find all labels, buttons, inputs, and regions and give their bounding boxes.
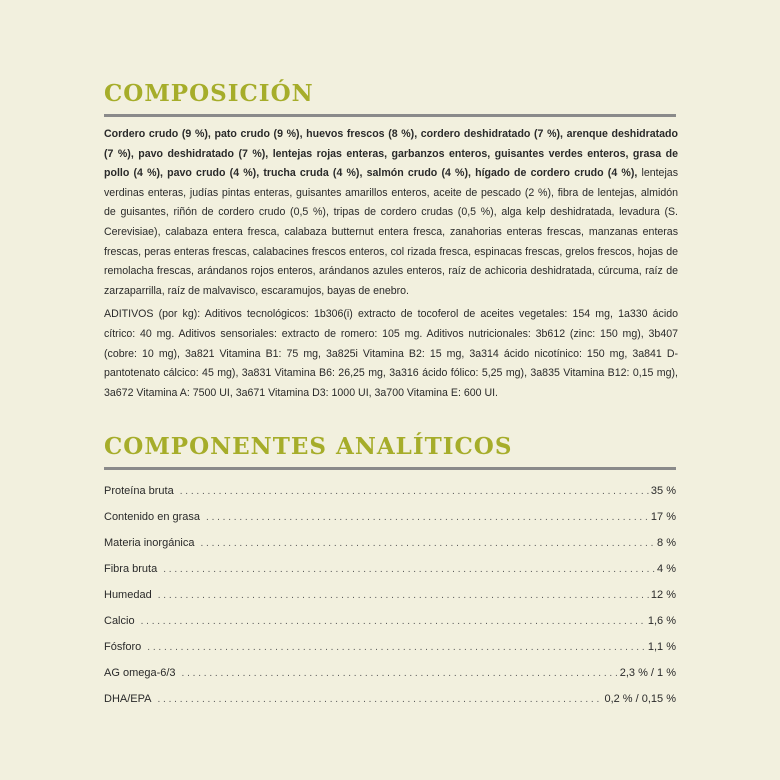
analytic-value: 1,1 %: [647, 641, 676, 654]
analytic-row: [104, 504, 676, 530]
composicion-title: COMPOSICIÓN: [104, 80, 314, 107]
analytic-row: [104, 530, 676, 556]
analytic-value: 8 %: [657, 537, 676, 550]
analytic-label: Fibra bruta: [104, 563, 158, 576]
composicion-section: [104, 0, 676, 403]
analytic-row: [104, 478, 676, 504]
analytic-value: 17 %: [650, 511, 676, 524]
leader-dots: [163, 557, 655, 583]
analytic-value: 2,3 % / 1 %: [619, 667, 676, 680]
analiticos-title: COMPONENTES ANALÍTICOS: [104, 433, 513, 461]
analytic-row: [104, 634, 676, 660]
analytic-label: AG omega-6/3: [104, 667, 176, 680]
analytic-label: Fósforo: [104, 641, 142, 654]
analytic-row: [104, 660, 676, 686]
analiticos-table: [104, 478, 676, 712]
leader-dots: [182, 661, 618, 687]
leader-dots: [206, 505, 649, 531]
ingredients-regular: lentejas verdinas enteras, judías pintas enteras, guisantes amarillos enteros, aceite de pescado (2 %), fibra de lentejas, almidón de guisantes, riñón de cordero crudo (0,5 %), tripas de cordero crudas (0,5 %), alga kelp deshidratada, levadura (S. Cerevisiae), calabaza entera fresca, calabaza butternut entera fresca, zanahorias enteras frescas, manzanas enteras frescas, peras enteras frescas, calabacines frescos enteros, col rizada fresca, espinacas frescas, grelos frescos, hojas de remolacha frescas, arándanos rojos enteros, arándanos azules enteros, raíz de achicoria deshidratada, cúrcuma, raíz de zarzaparrilla, raíz de malvavisco, escaramujos, bayas de enebro.: [104, 167, 678, 297]
analiticos-divider: [104, 467, 676, 470]
analytic-label: Proteína bruta: [104, 485, 174, 498]
leader-dots: [201, 531, 656, 557]
ingredients-paragraph: [104, 125, 678, 301]
ingredients-bold: Cordero crudo (9 %), pato crudo (9 %), huevos frescos (8 %), cordero deshidratado (7 %), arenque deshidratado (7 %), pavo deshidratado (7 %), lentejas rojas enteras, garbanzos enteros, guisantes verdes enteros, grasa de pollo (4 %), pavo crudo (4 %), trucha cruda (4 %), salmón crudo (4 %), hígado de cordero crudo (4 %),: [104, 128, 678, 180]
leader-dots: [147, 635, 646, 661]
analytic-value: 35 %: [650, 485, 676, 498]
analytic-value: 0,2 % / 0,15 %: [604, 693, 676, 706]
analytic-value: 4 %: [657, 563, 676, 576]
additives-paragraph: ADITIVOS (por kg): Aditivos tecnológicos: 1b306(i) extracto de tocoferol de aceites vegetales: 154 mg, 1a330 ácido cítrico: 40 mg. Aditivos sensoriales: extracto de romero: 105 mg. Aditivos nutricionales: 3b612 (zinc: 150 mg), 3b407 (cobre: 10 mg), 3a821 Vitamina B1: 75 mg, 3a825i Vitamina B2: 15 mg, 3a314 ácido nicotínico: 150 mg, 3a841 D-pantotenato cálcico: 45 mg), 3a831 Vitamina B6: 26,25 mg, 3a316 ácido fólico: 5,25 mg), 3a835 Vitamina B12: 0,15 mg), 3a672 Vitamina A: 7500 UI, 3a671 Vitamina D3: 1000 UI, 3a700 Vitamina E: 600 UI.: [104, 308, 678, 399]
analytic-row: [104, 556, 676, 582]
analytic-label: Humedad: [104, 589, 152, 602]
analytic-label: Contenido en grasa: [104, 511, 201, 524]
analytic-value: 12 %: [650, 589, 676, 602]
analytic-row: [104, 686, 676, 712]
composicion-divider: [104, 114, 676, 117]
analytic-label: Calcio: [104, 615, 135, 628]
leader-dots: [157, 687, 602, 713]
analiticos-section: [104, 433, 676, 712]
leader-dots: [141, 609, 646, 635]
leader-dots: [180, 479, 649, 505]
analytic-label: Materia inorgánica: [104, 537, 195, 550]
leader-dots: [158, 583, 649, 609]
analytic-row: [104, 608, 676, 634]
analytic-row: [104, 582, 676, 608]
analytic-label: DHA/EPA: [104, 693, 152, 706]
analytic-value: 1,6 %: [647, 615, 676, 628]
